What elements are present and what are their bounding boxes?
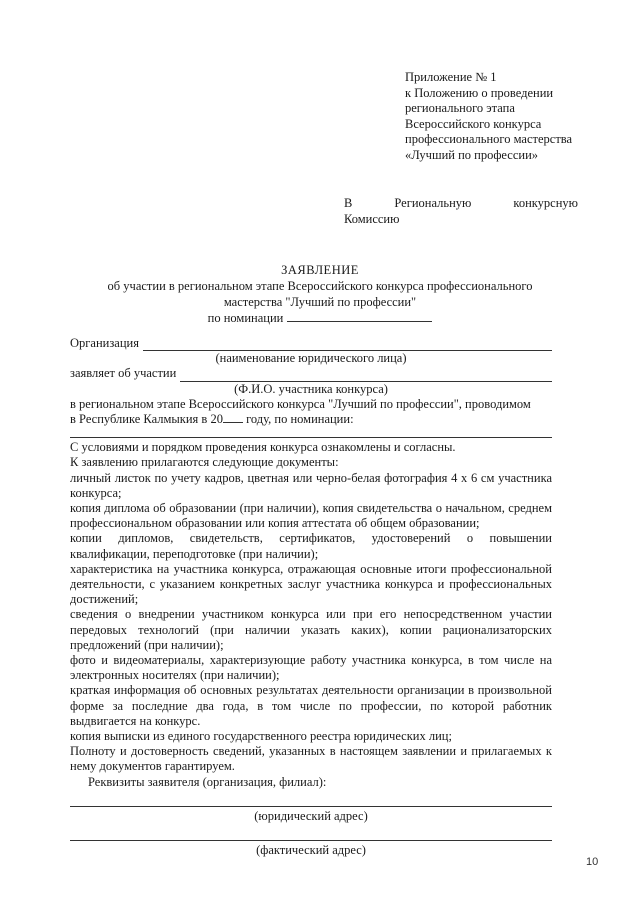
guarantee-text: Полноту и достоверность сведений, указанных в настоящем заявлении и прилагаемых к нему документов гарантируем.: [70, 744, 552, 774]
attachment-item: краткая информация об основных результатах деятельности организации в произвольной форме за последние два года, в том числе по профессии, по которой работник выдвигается на конкурс.: [70, 683, 552, 728]
fio-caption: (Ф.И.О. участника конкурса): [234, 381, 388, 396]
regional-text-end: году, по номинации:: [242, 412, 354, 427]
page-number: 10: [586, 856, 599, 868]
nomination-label: по номинации: [207, 311, 284, 325]
annex-line: к Положению о проведении: [405, 85, 554, 100]
requisites-label: Реквизиты заявителя (организация, филиал):: [88, 774, 327, 789]
addressee-line-1: [344, 195, 578, 211]
legal-address-caption: (юридический адрес): [254, 808, 368, 823]
title-heading: ЗАЯВЛЕНИЕ: [281, 263, 359, 277]
document-title: [60, 262, 580, 326]
addressee-word: Региональную: [394, 196, 472, 210]
addressee-word: конкурсную: [513, 196, 578, 210]
attachment-item: личный листок по учету кадров, цветная или черно-белая фотография 4 х 6 см участника конкурса;: [70, 470, 552, 500]
nomination-fill-line: [70, 427, 552, 438]
addressee-word: В: [344, 196, 353, 210]
year-blank: [223, 412, 243, 423]
addressee-line-2: Комиссию: [344, 212, 400, 226]
annex-line: Всероссийского конкурса: [405, 116, 542, 131]
legal-address-line: [70, 796, 552, 807]
organization-blank: [143, 338, 552, 351]
regional-text: в Республике Калмыкия в 20: [70, 412, 223, 427]
attachment-item: копии дипломов, свидетельств, сертификатов, удостоверений о повышении квалификации, переподготовке (при наличии);: [70, 531, 552, 561]
annex-header: [405, 70, 605, 163]
regional-line-b: [70, 412, 552, 427]
title-line: об участии в региональном этапе Всероссийского конкурса профессионального: [107, 279, 533, 293]
attachment-item: копия диплома об образовании (при наличии), копия свидетельства о начальном, среднем профессиональном образовании или копия аттестата об общем образовании;: [70, 501, 552, 531]
organization-caption: (наименование юридического лица): [215, 351, 407, 366]
attachments-intro: К заявлению прилагаются следующие документы:: [70, 455, 339, 470]
nomination-blank: [287, 310, 432, 322]
participation-label: заявляет об участии: [70, 366, 177, 381]
actual-address-caption: (фактический адрес): [256, 843, 366, 858]
participant-row: [70, 366, 552, 381]
regional-line-a: в региональном этапе Всероссийского конкурса "Лучший по профессии", проводимом: [70, 396, 531, 411]
attachment-item: характеристика на участника конкурса, отражающая основные итоги профессиональной деятельности, с указанием конкретных заслуг участника конкурса и профессиональных достижений;: [70, 561, 552, 607]
addressee-block: [344, 195, 578, 227]
actual-address-line: [70, 830, 552, 841]
attachment-item: фото и видеоматериалы, характеризующие работу участника конкурса, в том числе на электронных носителях (при наличии);: [70, 653, 552, 683]
organization-label: Организация: [70, 336, 139, 350]
attachment-item: копия выписки из единого государственного реестра юридических лиц;: [70, 729, 452, 744]
participant-blank: [180, 369, 552, 382]
organization-row: [70, 336, 552, 351]
agreement-text: С условиями и порядком проведения конкурса ознакомлены и согласны.: [70, 440, 456, 455]
nomination-row: [60, 310, 580, 326]
annex-line: регионального этапа: [405, 101, 515, 115]
form-body: [70, 330, 552, 858]
annex-line: «Лучший по профессии»: [405, 147, 539, 162]
title-line: мастерства "Лучший по профессии": [223, 295, 417, 309]
annex-line: профессионального мастерства: [405, 132, 573, 146]
annex-line: Приложение № 1: [405, 70, 497, 84]
attachment-item: сведения о внедрении участником конкурса или при его непосредственном участии передовых технологий (при наличии указать каких), копии рационализаторских предложений (при наличии);: [70, 607, 552, 652]
